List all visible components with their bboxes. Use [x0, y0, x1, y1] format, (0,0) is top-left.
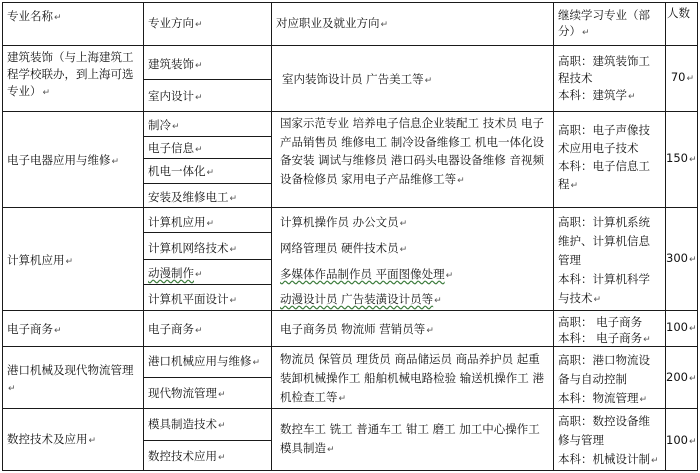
count-cell: 300↵: [666, 251, 697, 265]
header-further: 继续学习专业（部分）↵: [558, 8, 650, 38]
direction-cell: 建筑装饰↵: [148, 57, 203, 71]
header-count: 人数: [667, 6, 690, 20]
direction-cell: 港口机械应用与维修↵: [148, 354, 261, 368]
count-cell: 100↵: [666, 320, 697, 334]
count-cell: 70↵: [670, 70, 694, 84]
count-cell: 200↵: [666, 370, 697, 384]
jobs-line: 网络管理员 硬件技术员↵: [280, 241, 408, 255]
jobs-line: 计算机操作员 办公文员↵: [280, 215, 408, 229]
major-cell: 计算机应用↵: [7, 253, 74, 267]
direction-cell: 室内设计↵: [148, 89, 203, 103]
count-cell: 150↵: [666, 151, 697, 165]
further-cell: 高职：计算机系统维护、计算机信息管理 本科：计算机科学与技术↵: [558, 215, 650, 305]
direction-cell: 动漫制作↵: [148, 266, 203, 280]
direction-cell: 机电一体化↵: [148, 164, 215, 178]
direction-cell: 模具制造技术↵: [148, 417, 226, 431]
jobs-cell: 国家示范专业 培养电子信息企业装配工 技术员 电子产品销售员 维修电工 制冷设备维修工 机电一体化设备安装 调试与维修员 港口码头电器设备维修 音视频设备检修员 家用电子产品维修工等↵: [280, 116, 544, 186]
direction-cell: 电子商务↵: [148, 322, 203, 336]
direction-cell: 数控技术应用↵: [148, 449, 226, 463]
jobs-cell: 室内装饰设计员 广告美工等↵: [282, 72, 433, 86]
further-cell: 高职：电子声像技术应用电子技术 本科：电子信息工程↵: [558, 123, 650, 191]
direction-cell: 计算机平面设计↵: [148, 292, 238, 306]
major-cell: 数控技术及应用↵: [7, 432, 97, 446]
further-cell: 高职：港口物流设备与自动控制 本科：物流管理↵: [558, 353, 650, 405]
direction-cell: 安装及维修电工↵: [148, 190, 238, 204]
major-cell: 建筑装饰（与上海建筑工程学校联办，到上海可选专业）↵: [7, 50, 134, 98]
header-major: 专业名称↵: [7, 9, 62, 23]
further-cell: 高职： 电子商务 本科： 电子商务↵: [558, 315, 651, 345]
header-direction: 专业方向↵: [148, 16, 203, 30]
jobs-cell: 电子商务员 物流师 营销员等↵: [280, 322, 434, 336]
count-cell: 100↵: [666, 433, 697, 447]
jobs-line: 多媒体作品制作员 平面图像处理↵: [280, 267, 454, 281]
direction-cell: 制冷↵: [148, 118, 180, 132]
jobs-cell: 数控车工 铣工 普通车工 钳工 磨工 加工中心操作工 模具制造↵: [280, 422, 540, 455]
jobs-line: 动漫设计员 广告装潢设计员等↵: [280, 292, 442, 306]
direction-cell: 计算机应用↵: [148, 215, 215, 229]
major-cell: 电子电器应用与维修↵: [7, 153, 120, 167]
further-cell: 高职：建筑装饰工程技术 本科：建筑学↵: [558, 54, 650, 102]
major-cell: 港口机械及现代物流管理↵: [7, 363, 134, 394]
direction-cell: 现代物流管理↵: [148, 386, 226, 400]
jobs-cell: 物流员 保管员 理货员 商品储运员 商品养护员 起重装卸机械操作工 船舶机械电路检验 输送机操作工 港机检查工等↵: [280, 352, 544, 404]
header-jobs: 对应职业及就业方向↵: [276, 16, 389, 30]
major-cell: 电子商务↵: [7, 322, 62, 336]
direction-cell: 电子信息↵: [148, 141, 203, 155]
further-cell: 高职：数控设备维修与管理 本科：机械设计制↵: [558, 414, 659, 466]
direction-cell: 计算机网络技术↵: [148, 241, 238, 255]
